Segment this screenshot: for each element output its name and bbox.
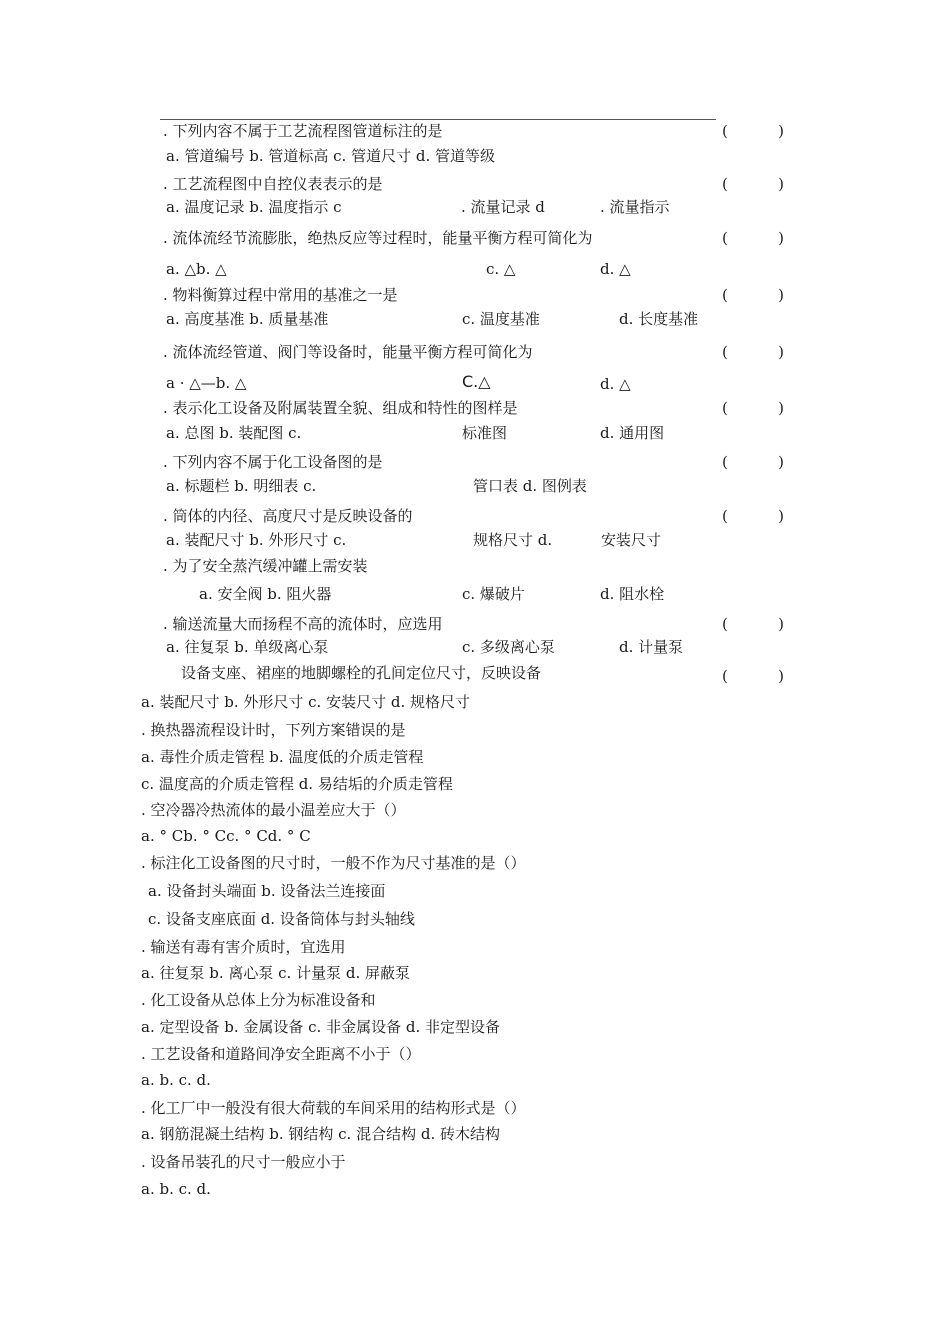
question-options: d. 计量泵 (619, 638, 684, 656)
answer-bracket: ( ) (722, 175, 784, 193)
question-options: d. 长度基准 (619, 310, 699, 328)
question-stem: . 输送有毒有害介质时，宜选用 (141, 938, 346, 956)
question-options: 规格尺寸 d. (473, 531, 553, 549)
question-options: 标准图 (462, 424, 508, 442)
question-options: c. 爆破片 (462, 585, 525, 603)
answer-bracket: ( ) (722, 229, 784, 247)
question-options: a. 安全阀 b. 阻火器 (199, 585, 332, 603)
question-options: a · △—b. △ (166, 374, 247, 392)
question-options: . 流量指示 (600, 198, 670, 216)
question-stem: . 输送流量大而扬程不高的流体时，应选用 (163, 615, 443, 633)
question-options: a. 装配尺寸 b. 外形尺寸 c. 安装尺寸 d. 规格尺寸 (141, 693, 470, 711)
question-options: a. 总图 b. 装配图 c. (166, 424, 302, 442)
question-options: a. b. c. d. (141, 1180, 211, 1198)
question-options: 安装尺寸 (601, 531, 662, 549)
question-options: a. b. c. d. (141, 1071, 211, 1089)
question-options: c. △ (486, 260, 516, 278)
answer-bracket: ( ) (722, 343, 784, 361)
question-stem: . 下列内容不属于工艺流程图管道标注的是 (163, 122, 443, 140)
answer-bracket: ( ) (722, 453, 784, 471)
question-options: a. 设备封头端面 b. 设备法兰连接面 (148, 882, 386, 900)
question-options: a. ° Cb. ° Cc. ° Cd. ° C (141, 827, 311, 845)
question-options: a. 装配尺寸 b. 外形尺寸 c. (166, 531, 347, 549)
question-options: a. △b. △ (166, 260, 227, 278)
answer-bracket: ( ) (722, 399, 784, 417)
question-stem: . 空冷器冷热流体的最小温差应大于（） (141, 801, 406, 819)
question-options: a. 毒性介质走管程 b. 温度低的介质走管程 (141, 748, 424, 766)
question-options: a. 标题栏 b. 明细表 c. (166, 477, 317, 495)
answer-bracket: ( ) (722, 667, 784, 685)
question-stem: . 流体流经节流膨胀，绝热反应等过程时，能量平衡方程可简化为 (163, 229, 593, 247)
question-options: d. 阻水栓 (600, 585, 665, 603)
question-stem: . 筒体的内径、高度尺寸是反映设备的 (163, 507, 413, 525)
question-options: a. 钢筋混凝土结构 b. 钢结构 c. 混合结构 d. 砖木结构 (141, 1125, 500, 1143)
question-stem: . 工艺设备和道路间净安全距离不小于（） (141, 1045, 421, 1063)
question-stem: . 化工设备从总体上分为标准设备和 (141, 991, 376, 1009)
question-stem: . 换热器流程设计时，下列方案错误的是 (141, 721, 406, 739)
question-options: c. 多级离心泵 (462, 638, 555, 656)
question-options: a. 定型设备 b. 金属设备 c. 非金属设备 d. 非定型设备 (141, 1018, 500, 1036)
question-options: c. 温度基准 (462, 310, 540, 328)
question-stem: . 标注化工设备图的尺寸时，一般不作为尺寸基准的是（） (141, 854, 526, 872)
question-stem: . 物料衡算过程中常用的基准之一是 (163, 286, 398, 304)
question-options: c. 设备支座底面 d. 设备筒体与封头轴线 (148, 910, 415, 928)
answer-bracket: ( ) (722, 286, 784, 304)
question-stem: . 设备吊装孔的尺寸一般应小于 (141, 1153, 346, 1171)
answer-bracket: ( ) (722, 615, 784, 633)
question-stem: . 工艺流程图中自控仪表表示的是 (163, 175, 383, 193)
question-options: c. 温度高的介质走管程 d. 易结垢的介质走管程 (141, 775, 453, 793)
answer-bracket: ( ) (722, 122, 784, 140)
question-stem: . 下列内容不属于化工设备图的是 (163, 453, 383, 471)
question-options: C.△ (462, 372, 491, 391)
question-options: a. 往复泵 b. 离心泵 c. 计量泵 d. 屏蔽泵 (141, 964, 410, 982)
question-options: a. 管道编号 b. 管道标高 c. 管道尺寸 d. 管道等级 (166, 147, 495, 165)
question-options: a. 高度基准 b. 质量基准 (166, 310, 329, 328)
question-options: a. 往复泵 b. 单级离心泵 (166, 638, 329, 656)
question-options: d. 通用图 (600, 424, 665, 442)
question-stem: . 流体流经管道、阀门等设备时，能量平衡方程可简化为 (163, 343, 533, 361)
question-options: 管口表 d. 图例表 (473, 477, 587, 495)
question-stem: . 为了安全蒸汽缓冲罐上需安装 (163, 557, 368, 575)
question-options: . 流量记录 d (461, 198, 545, 216)
answer-bracket: ( ) (722, 507, 784, 525)
question-stem: . 化工厂中一般没有很大荷载的车间采用的结构形式是（） (141, 1099, 526, 1117)
question-options: a. 温度记录 b. 温度指示 c (166, 198, 342, 216)
header-rule (160, 119, 716, 120)
question-options: d. △ (600, 375, 631, 393)
question-options: d. △ (600, 260, 631, 278)
question-stem: 设备支座、裙座的地脚螺栓的孔间定位尺寸，反映设备 (181, 664, 542, 682)
question-stem: . 表示化工设备及附属装置全貌、组成和特性的图样是 (163, 399, 518, 417)
